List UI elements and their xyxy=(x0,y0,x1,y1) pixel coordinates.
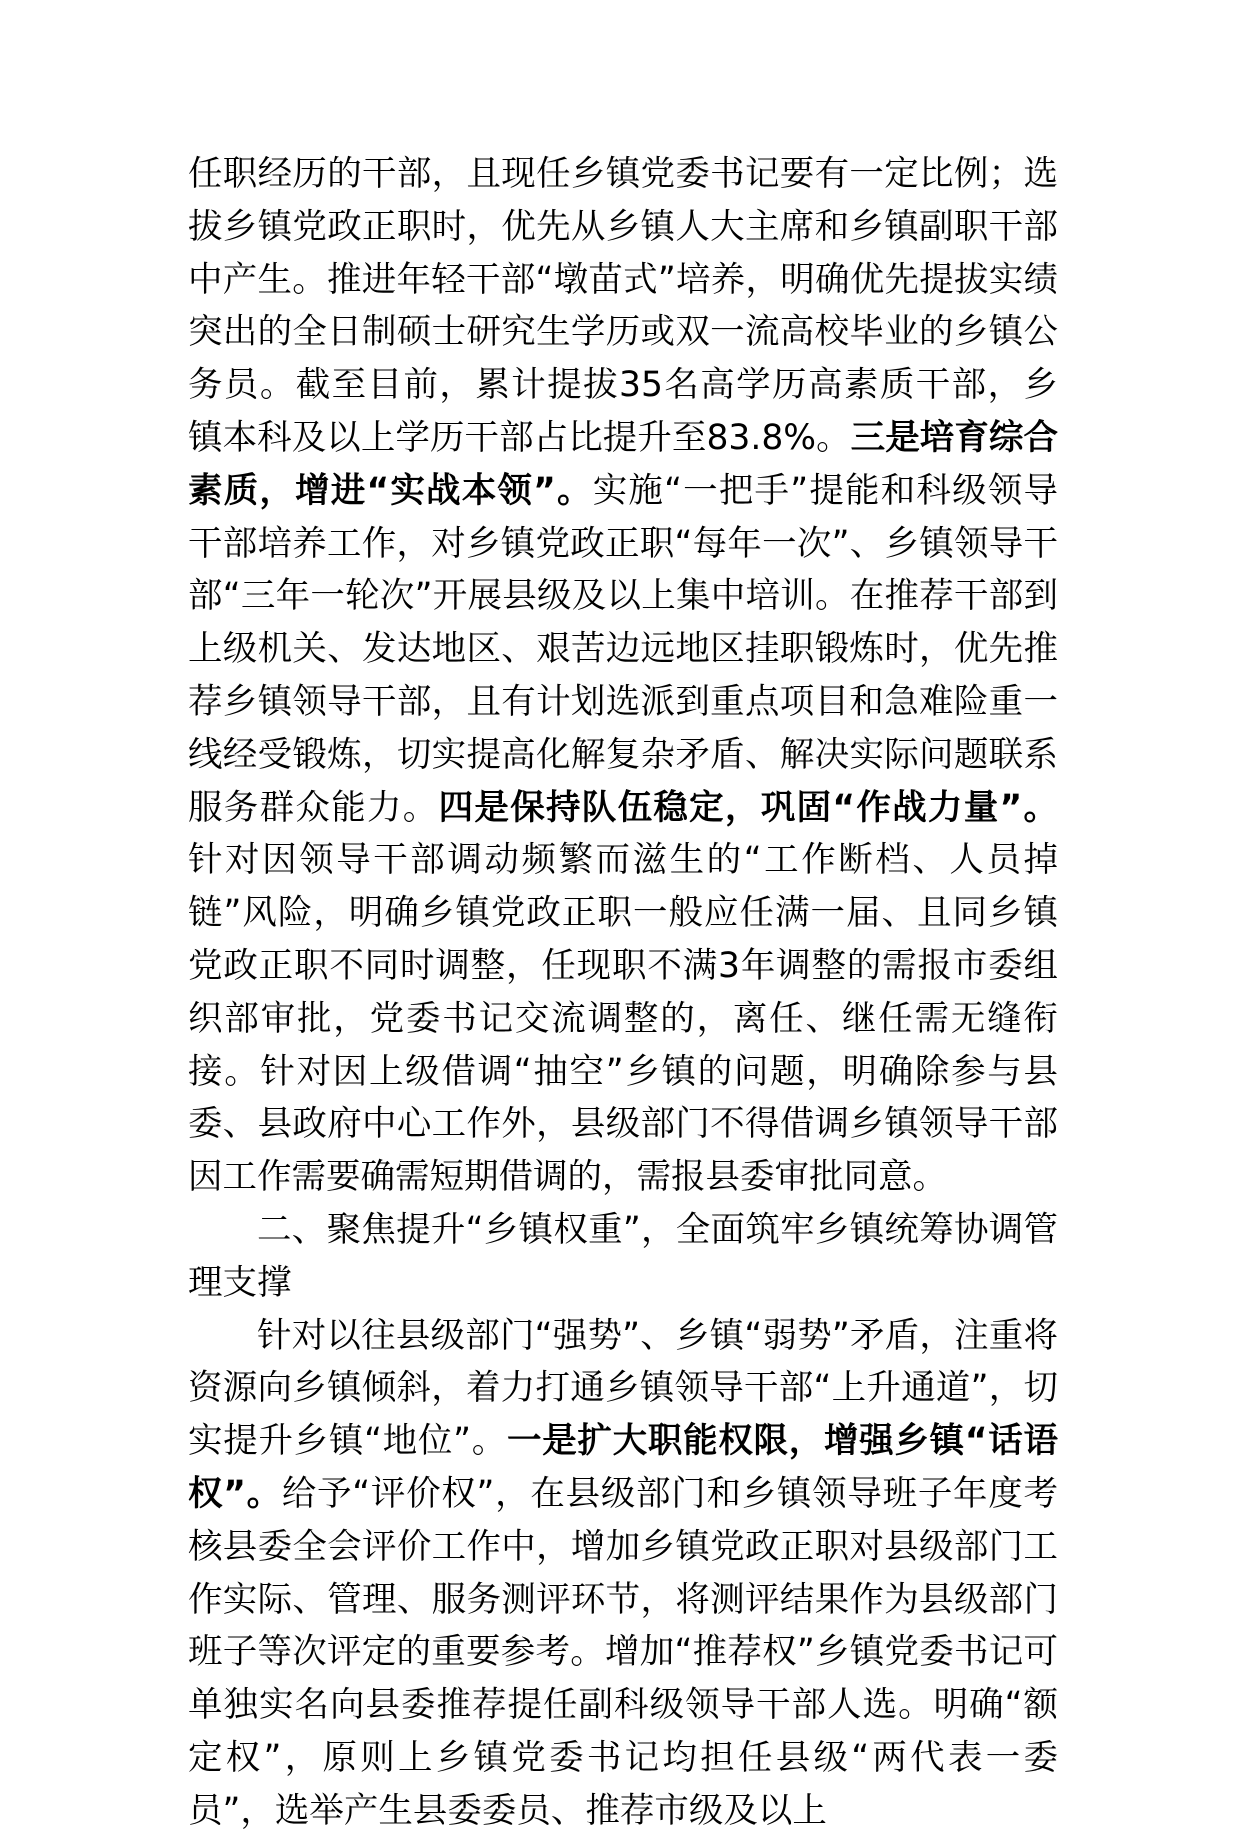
paragraph-continued xyxy=(188,148,1058,1204)
bold-subheading: 一是扩大职能权限，增强乡镇“话语权”。 xyxy=(188,1421,1058,1514)
paragraph-text: 给予“评价权”，在县级部门和乡镇领导班子年度考核县委全会评价工作中，增加乡镇党政正职对县级部门工作实际、管理、服务测评环节，将测评结果作为县级部门班子等次评定的重要参考。增加“推荐权”乡镇党委书记可单独实名向县委推荐提任副科级领导干部人选。明确“额定权”，原则上乡镇党委书记均担任县级“两代表一委员”，选举产生县委委员、推荐市级及以上 xyxy=(188,1473,1058,1831)
section-heading: 二、聚焦提升“乡镇权重”，全面筑牢乡镇统筹协调管理支撑 xyxy=(188,1209,1058,1303)
paragraph-text: 针对因领导干部调动频繁而滋生的“工作断档、人员掉链”风险，明确乡镇党政正职一般应任满一届、且同乡镇党政正职不同时调整，任现职不满3年调整的需报市委组织部审批，党委书记交流调整的，离任、继任需无缝衔接。针对因上级借调“抽空”乡镇的问题，明确除参与县委、县政府中心工作外，县级部门不得借调乡镇领导干部因工作需要确需短期借调的，需报县委审批同意。 xyxy=(188,840,1058,1198)
paragraph-text: 任职经历的干部，且现任乡镇党委书记要有一定比例；选拔乡镇党政正职时，优先从乡镇人大主席和乡镇副职干部中产生。推进年轻干部“墩苗式”培养，明确优先提拔实绩突出的全日制硕士研究生学历或双一流高校毕业的乡镇公务员。截至目前，累计提拔35名高学历高素质干部，乡镇本科及以上学历干部占比提升至83.8%。 xyxy=(188,154,1058,458)
paragraph-text: 实施“一把手”提能和科级领导干部培养工作，对乡镇党政正职“每年一次”、乡镇领导干部“三年一轮次”开展县级及以上集中培训。在推荐干部到上级机关、发达地区、艰苦边远地区挂职锻炼时，优先推荐乡镇领导干部，且有计划选派到重点项目和急难险重一线经受锻炼，切实提高化解复杂矛盾、解决实际问题联系服务群众能力。 xyxy=(188,470,1058,828)
paragraph xyxy=(188,1310,1058,1838)
paragraph-text: 针对以往县级部门“强势”、乡镇“弱势”矛盾，注重将资源向乡镇倾斜，着力打通乡镇领导干部“上升通道”，切实提升乡镇“地位”。 xyxy=(188,1315,1058,1462)
bold-subheading: 四是保持队伍稳定，巩固“作战力量”。 xyxy=(438,787,1058,828)
bold-subheading: 三是培育综合素质，增进“实战本领”。 xyxy=(188,417,1058,511)
document-body xyxy=(188,148,1058,1838)
